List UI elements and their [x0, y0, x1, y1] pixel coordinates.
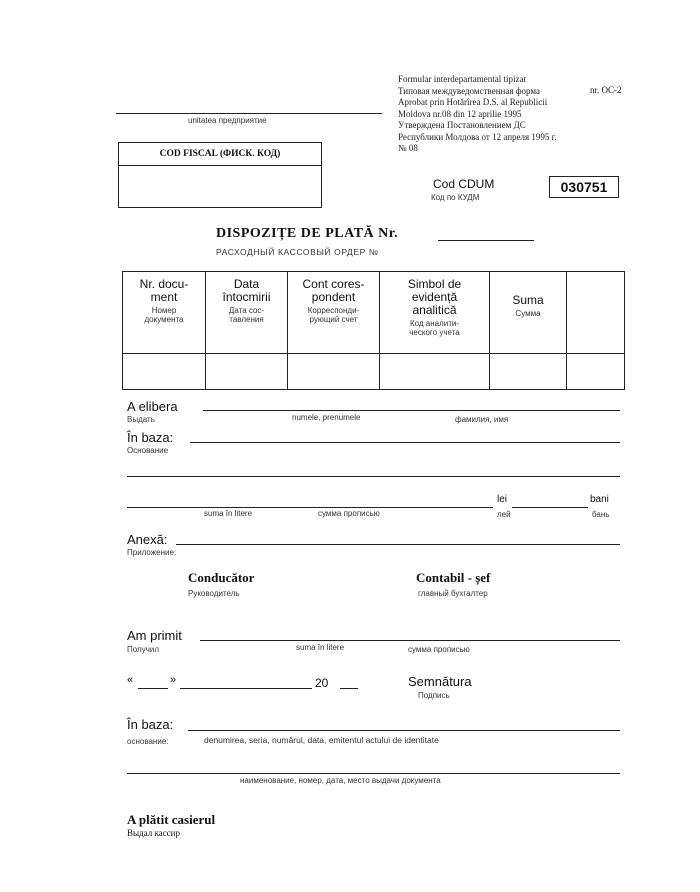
basis-label: În baza: — [127, 430, 174, 445]
title-number-line — [438, 240, 534, 241]
cell-sum[interactable] — [490, 354, 567, 390]
table-row — [123, 354, 625, 390]
basis-line[interactable] — [190, 442, 620, 443]
col-title-ru: Номер документа — [144, 306, 184, 324]
cell-date[interactable] — [206, 354, 288, 390]
approval-line2: Типовая междуведомственная форма — [398, 85, 541, 96]
chief-accountant-label-ru: главный бухгалтер — [418, 589, 488, 598]
document-title: DISPOZIȚE DE PLATĂ Nr. — [216, 226, 399, 241]
basis-label-ru: Основание — [127, 446, 169, 455]
id-basis-line-2[interactable] — [127, 773, 620, 774]
bani-line[interactable] — [512, 507, 588, 508]
bani-label-ru: бань — [592, 510, 610, 519]
col-blank — [567, 272, 625, 354]
cashier-label: A plătit casierul — [127, 812, 216, 827]
approval-line6: Республики Молдова от 12 апреля 1995 г. — [398, 131, 557, 142]
col-title: Suma — [512, 293, 544, 307]
approval-line7: № 08 — [398, 143, 418, 153]
col-analytic-code — [380, 272, 490, 354]
issue-to-hint: numele, prenumele — [292, 413, 361, 422]
col-title: Cont cores- pondent — [302, 277, 365, 304]
approval-block — [398, 74, 557, 155]
sum-hint-ru: сумма прописью — [318, 509, 380, 518]
year-prefix: 20 — [315, 676, 329, 690]
issue-to-hint-ru: фамилия, имя — [455, 415, 509, 424]
id-basis-line[interactable] — [188, 730, 620, 731]
director-label-ru: Руководитель — [188, 589, 240, 598]
lei-label: lei — [497, 494, 508, 505]
date-day-line[interactable] — [138, 688, 168, 689]
col-doc-number — [123, 272, 206, 354]
approval-line1: Formular interdepartamental tipizat — [398, 74, 526, 84]
received-line[interactable] — [200, 640, 620, 641]
date-month-line[interactable] — [180, 688, 312, 689]
id-hint: denumirea, seria, numărul, data, emitentul actului de identitate — [204, 735, 439, 745]
chief-accountant-label: Contabil - șef — [416, 570, 491, 585]
basis-line-2[interactable] — [127, 476, 620, 477]
unit-line — [116, 113, 382, 114]
payment-table — [122, 271, 625, 390]
issue-to-label-ru: Выдать — [127, 415, 155, 424]
id-basis-label-ru: основание: — [127, 737, 169, 746]
received-label: Am primit — [127, 628, 182, 643]
director-label: Conducător — [188, 570, 255, 585]
col-title-ru: Сумма — [515, 309, 541, 318]
sum-hint: suma în litere — [204, 509, 253, 518]
cdum-code-box: 030751 — [549, 176, 619, 198]
approval-line4: Moldova nr.08 din 12 aprilie 1995 — [398, 108, 522, 119]
annex-line[interactable] — [176, 544, 620, 545]
cell-doc-number[interactable] — [123, 354, 206, 390]
cell-account[interactable] — [288, 354, 380, 390]
approval-line5: Утверждена Постановлением ДС — [398, 120, 526, 130]
cell-analytic-code[interactable] — [380, 354, 490, 390]
annex-label: Anexă: — [127, 532, 168, 547]
id-basis-label: În baza: — [127, 717, 174, 732]
lei-label-ru: лей — [497, 510, 511, 519]
bani-label: bani — [590, 494, 609, 505]
fiscal-code-header: COD FISCAL (ФИСК. КОД) — [119, 143, 321, 166]
issue-to-line[interactable] — [203, 410, 620, 411]
col-title: Simbol de evidență analitică — [407, 277, 462, 317]
document-title-ru: РАСХОДНЫЙ КАССОВЫЙ ОРДЕР № — [216, 247, 379, 257]
col-title-ru: Корреспонди- рующий счет — [307, 306, 360, 324]
date-open-quote: « — [127, 674, 134, 686]
table-header-row — [123, 272, 625, 354]
col-sum — [490, 272, 567, 354]
cashier-label-ru: Выдал кассир — [127, 828, 180, 838]
cdum-label: Cod CDUM — [433, 177, 495, 191]
received-sum-hint: suma în litere — [296, 643, 345, 652]
col-date — [206, 272, 288, 354]
col-account — [288, 272, 380, 354]
date-close-quote: » — [170, 674, 177, 686]
col-title-ru: Дата сос- тавления — [228, 306, 265, 324]
col-title: Nr. docu- ment — [139, 277, 189, 304]
fiscal-code-box — [118, 142, 322, 208]
approval-line3: Aprobat prin Hotărîrea D.S. al Republicii — [398, 97, 548, 107]
signature-label: Semnătura — [408, 674, 472, 689]
received-label-ru: Получил — [127, 645, 159, 654]
received-sum-hint-ru: сумма прописью — [408, 645, 470, 654]
col-title-ru: Код аналити- ческого учета — [409, 319, 460, 337]
cdum-label-ru: Код по КУДМ — [431, 193, 480, 202]
sum-words-line[interactable] — [127, 507, 493, 508]
unit-caption: unitatea предприятие — [188, 116, 267, 125]
id-hint-ru: наименование, номер, дата, место выдачи документа — [240, 776, 441, 785]
col-title: Data întocmirii — [222, 277, 271, 304]
signature-label-ru: Подпись — [418, 691, 450, 700]
issue-to-label: A elibera — [127, 399, 178, 414]
form-code: nr. OC-2 — [590, 85, 622, 95]
year-line[interactable] — [340, 688, 358, 689]
cell-blank[interactable] — [567, 354, 625, 390]
annex-label-ru: Приложение: — [127, 548, 177, 557]
